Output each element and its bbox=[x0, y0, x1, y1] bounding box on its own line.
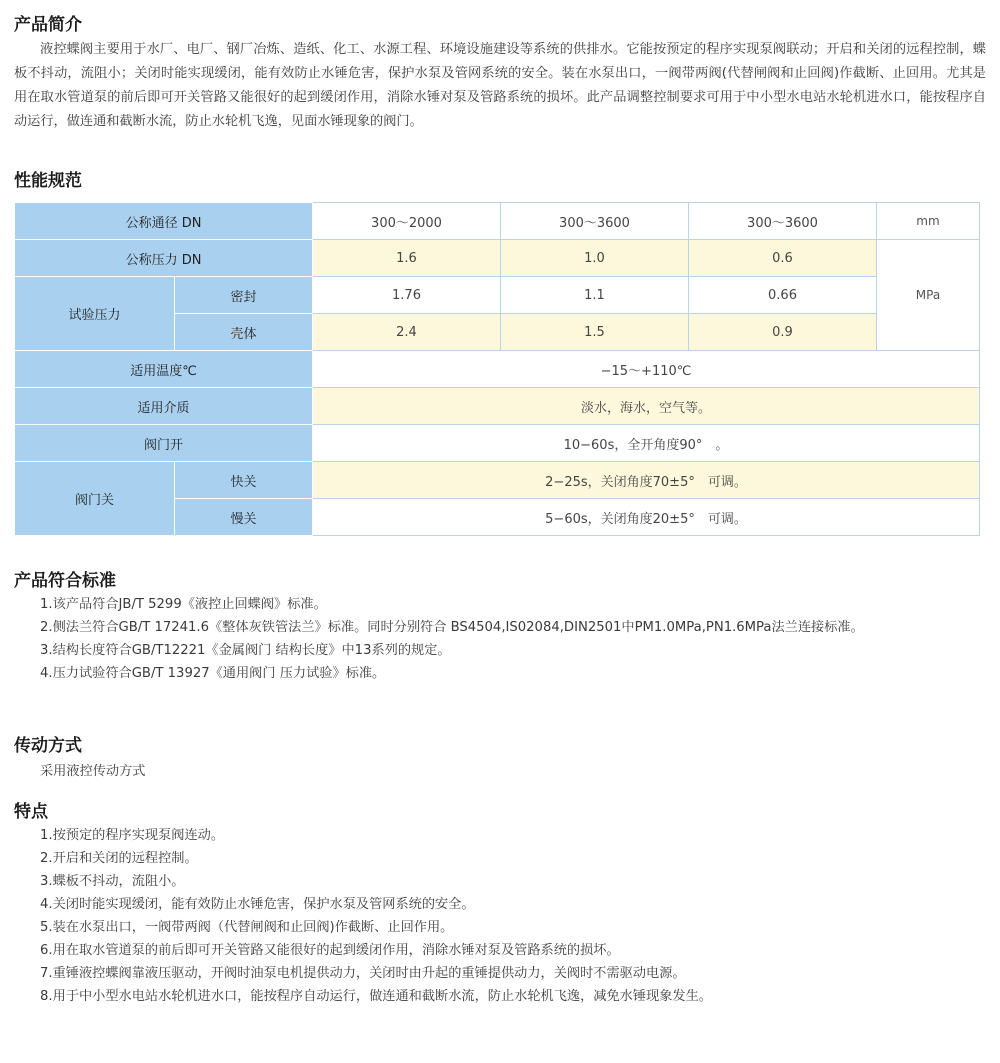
standards-list bbox=[40, 593, 864, 685]
list-item: 3.蝶板不抖动，流阻小。 bbox=[40, 874, 185, 889]
pressure-unit: MPa bbox=[877, 240, 980, 351]
pn-value: 1.0 bbox=[501, 240, 689, 277]
table-row bbox=[15, 240, 980, 277]
test-pressure-label: 试验压力 bbox=[15, 277, 175, 351]
drive-text: 采用液控传动方式 bbox=[40, 764, 146, 779]
open-label: 阀门开 bbox=[15, 425, 313, 462]
dn-label: 公称通径 DN bbox=[15, 203, 313, 240]
list-item: 7.重锤液控蝶阀靠液压驱动，开阀时油泵电机提供动力，关闭时由升起的重锤提供动力，关阀时不需驱动电源。 bbox=[40, 966, 686, 981]
features-title: 特点 bbox=[14, 802, 48, 822]
seal-label: 密封 bbox=[175, 277, 313, 314]
open-value: 10−60s，全开角度90° 。 bbox=[313, 425, 980, 462]
table-row bbox=[15, 203, 980, 240]
pn-value: 1.6 bbox=[313, 240, 501, 277]
temp-label: 适用温度℃ bbox=[15, 351, 313, 388]
drive-title: 传动方式 bbox=[14, 736, 82, 756]
list-item: 2.开启和关闭的远程控制。 bbox=[40, 851, 198, 866]
intro-title: 产品简介 bbox=[14, 15, 82, 35]
shell-value: 1.5 bbox=[501, 314, 689, 351]
medium-value: 淡水，海水，空气等。 bbox=[313, 388, 980, 425]
dn-value: 300～3600 bbox=[689, 203, 877, 240]
fast-value: 2−25s，关闭角度70±5° 可调。 bbox=[313, 462, 980, 499]
list-item: 1.按预定的程序实现泵阀连动。 bbox=[40, 828, 225, 843]
list-item: 4.压力试验符合GB/T 13927《通用阀门 压力试验》标准。 bbox=[40, 666, 386, 681]
list-item: 4.关闭时能实现缓闭，能有效防止水锤危害，保护水泵及管网系统的安全。 bbox=[40, 897, 475, 912]
list-item: 5.装在水泵出口，一阀带两阀（代替闸阀和止回阀)作截断、止回作用。 bbox=[40, 920, 454, 935]
shell-value: 0.9 bbox=[689, 314, 877, 351]
dn-value: 300～3600 bbox=[501, 203, 689, 240]
close-label: 阀门关 bbox=[15, 462, 175, 536]
table-row bbox=[15, 462, 980, 499]
list-item: 1.该产品符合JB/T 5299《液控止回蝶阀》标准。 bbox=[40, 597, 327, 612]
list-item: 6.用在取水管道泵的前后即可开关管路又能很好的起到缓闭作用，消除水锤对泵及管路系统的损坏。 bbox=[40, 943, 620, 958]
slow-label: 慢关 bbox=[175, 499, 313, 536]
table-row bbox=[15, 425, 980, 462]
seal-value: 0.66 bbox=[689, 277, 877, 314]
list-item: 8.用于中小型水电站水轮机进水口，能按程序自动运行，做连通和截断水流，防止水轮机飞逸，减免水锤现象发生。 bbox=[40, 989, 712, 1004]
features-list bbox=[40, 824, 712, 1008]
temp-value: −15～+110℃ bbox=[313, 351, 980, 388]
fast-label: 快关 bbox=[175, 462, 313, 499]
dn-unit: mm bbox=[877, 203, 980, 240]
medium-label: 适用介质 bbox=[15, 388, 313, 425]
pn-value: 0.6 bbox=[689, 240, 877, 277]
shell-label: 壳体 bbox=[175, 314, 313, 351]
table-row bbox=[15, 388, 980, 425]
table-row bbox=[15, 351, 980, 388]
spec-table bbox=[14, 202, 980, 536]
slow-value: 5−60s，关闭角度20±5° 可调。 bbox=[313, 499, 980, 536]
seal-value: 1.76 bbox=[313, 277, 501, 314]
dn-value: 300～2000 bbox=[313, 203, 501, 240]
spec-title: 性能规范 bbox=[14, 171, 82, 191]
seal-value: 1.1 bbox=[501, 277, 689, 314]
shell-value: 2.4 bbox=[313, 314, 501, 351]
pn-label: 公称压力 DN bbox=[15, 240, 313, 277]
list-item: 3.结构长度符合GB/T12221《金属阀门 结构长度》中13系列的规定。 bbox=[40, 643, 451, 658]
table-row bbox=[15, 277, 980, 314]
list-item: 2.侧法兰符合GB/T 17241.6《整体灰铁管法兰》标准。同时分别符合 BS4504,IS02084,DIN2501中PM1.0MPa,PN1.6MPa法兰连接标准。 bbox=[40, 620, 864, 635]
intro-text: 液控蝶阀主要用于水厂、电厂、钢厂冶炼、造纸、化工、水源工程、环境设施建设等系统的供排水。它能按预定的程序实现泵阀联动；开启和关闭的远程控制，蝶板不抖动，流阻小；关闭时能实现缓闭，能有效防止水锤危害，保护水泵及管网系统的安全。装在水泵出口，一阀带两阀(代替闸阀和止回阀)作截断、止回用。尤其是用在取水管道泵的前后即可开关管路又能很好的起到缓闭作用，消除水锤对泵及管路系统的损坏。此产品调整控制要求可用于中小型水电站水轮机进水口，能按程序自动运行，做连通和截断水流，防止水轮机飞逸，见面水锤现象的阀门。 bbox=[14, 42, 986, 129]
standards-title: 产品符合标准 bbox=[14, 571, 116, 591]
